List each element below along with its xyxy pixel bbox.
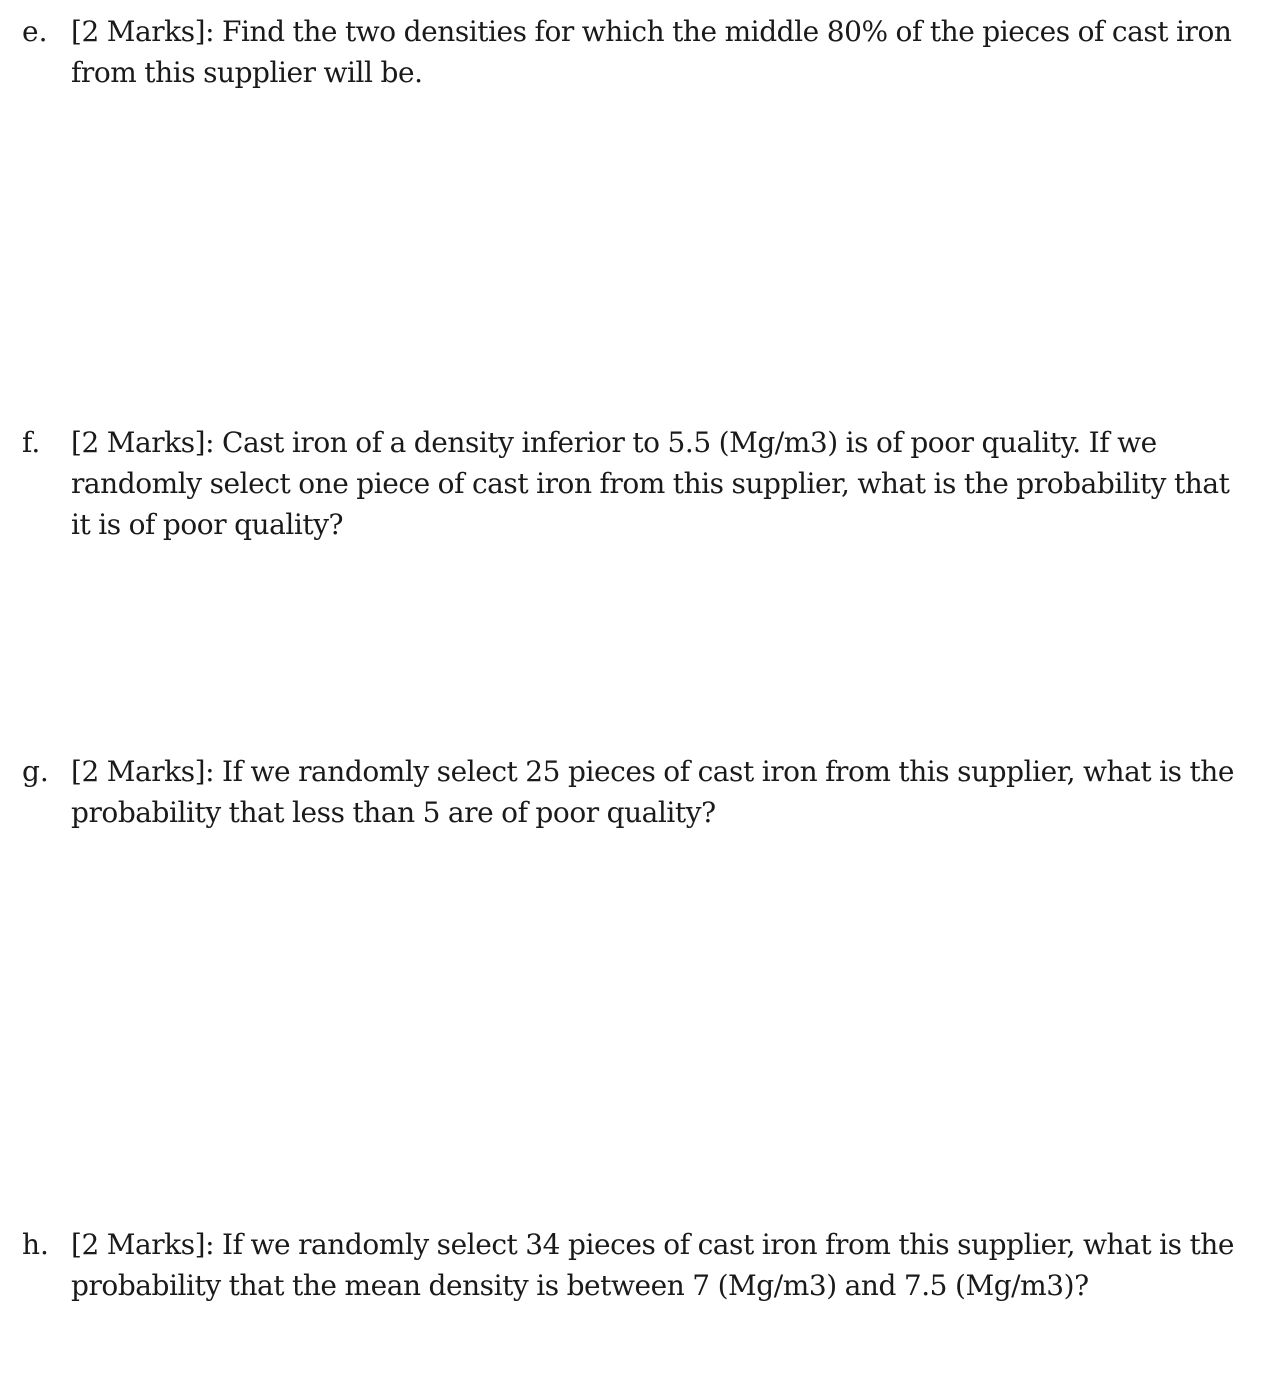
question-h bbox=[22, 1224, 1237, 1306]
question-letter: f. bbox=[22, 426, 41, 459]
question-text: [2 Marks]: If we randomly select 34 pieces of cast iron from this supplier, what is the probability that the mean density is between 7 (Mg/m3) and 7.5 (Mg/m3)? bbox=[71, 1228, 1234, 1302]
question-e bbox=[22, 11, 1237, 93]
question-text: [2 Marks]: Find the two densities for which the middle 80% of the pieces of cast iron from this supplier will be. bbox=[71, 15, 1232, 89]
question-text: [2 Marks]: Cast iron of a density inferior to 5.5 (Mg/m3) is of poor quality. If we randomly select one piece of cast iron from this supplier, what is the probability that it is of poor quality? bbox=[71, 426, 1230, 541]
question-g bbox=[22, 751, 1237, 833]
question-letter: e. bbox=[22, 15, 48, 48]
question-letter: g. bbox=[22, 755, 49, 788]
question-letter: h. bbox=[22, 1228, 49, 1261]
question-text: [2 Marks]: If we randomly select 25 pieces of cast iron from this supplier, what is the probability that less than 5 are of poor quality? bbox=[71, 755, 1234, 829]
question-f bbox=[22, 422, 1237, 545]
